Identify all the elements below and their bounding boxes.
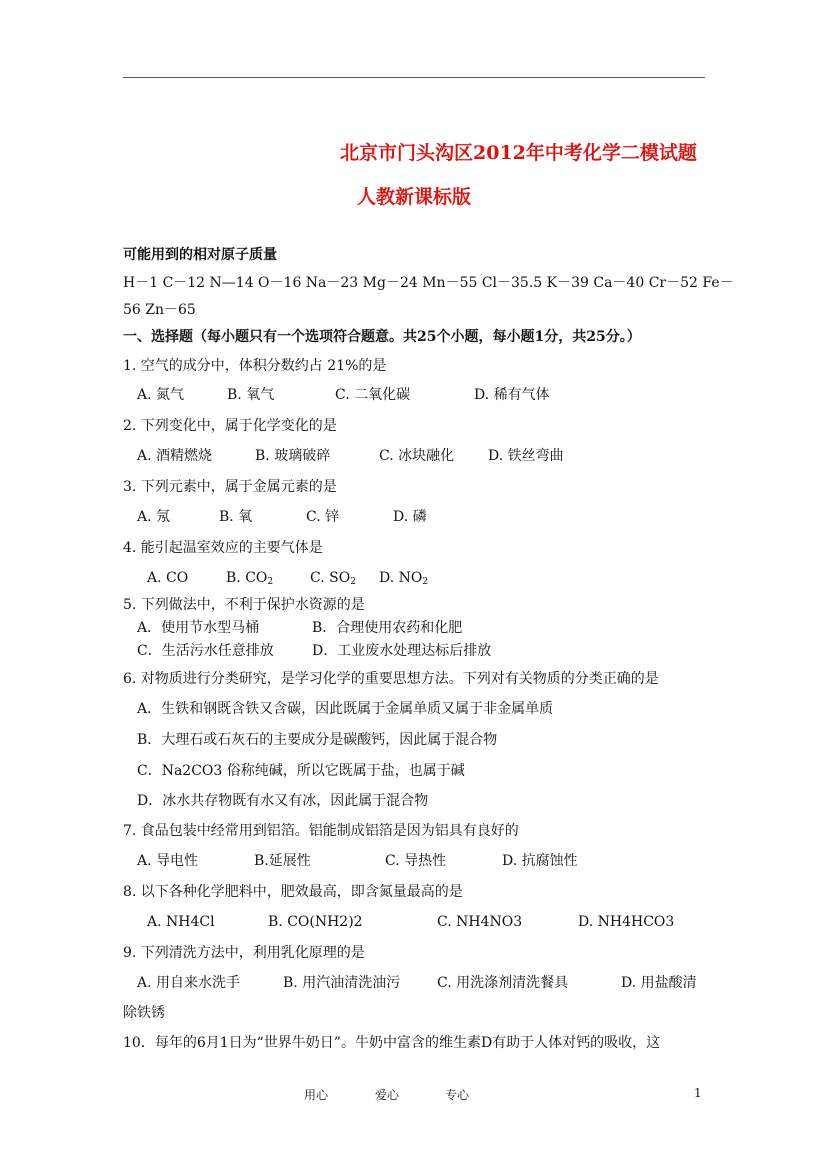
atomic-mass-heading: 可能用到的相对原子质量 [123,247,277,263]
question-stem: 7. 食品包装中经常用到铝箔。铝能制成铝箔是因为铝具有良好的 [123,823,519,839]
option-b: B．大理石或石灰石的主要成分是碳酸钙，因此属于混合物 [137,732,498,748]
option-b: B.延展性 [254,853,311,869]
option-d: D. $NO_2$ [379,570,429,587]
option-a: A. 氮气 [137,387,185,403]
atomic-mass-line-1: H－1 C－12 N—14 O－16 Na－23 Mg－24 Mn－55 Cl－35.5 K－39 Ca－40 Cr－52 Fe－ [123,275,734,291]
option-d: D. 磷 [393,509,427,525]
option-c: C. 冰块融化 [379,448,455,464]
option-d: D. 稀有气体 [474,387,550,403]
option-a: A. 酒精燃烧 [137,448,213,464]
question-stem: 8. 以下各种化学肥料中，肥效最高，即含氮量最高的是 [123,884,463,900]
option-b: B. CO(NH2)2 [268,914,363,930]
option-b: B. 玻璃破碎 [255,448,331,464]
question-stem: 1. 空气的成分中，体积分数约占 21%的是 [123,358,387,374]
option-a: A. CO [147,570,189,586]
document-title: 北京市门头沟区2012年中考化学二模试题 [340,142,697,164]
footer-motto-1: 用心 [304,1088,329,1102]
question-stem: 3. 下列元素中，属于金属元素的是 [123,479,337,495]
option-continuation: 除铁锈 [123,1005,165,1021]
option-c: C. 二氧化碳 [335,387,411,403]
footer-motto-2: 爱心 [375,1088,400,1102]
section-heading: 一、选择题（每小题只有一个选项符合题意。共25个小题，每小题1分，共25分。） [123,329,641,345]
question-stem: 5. 下列做法中，不利于保护水资源的是 [123,597,365,613]
question-stem: 6. 对物质进行分类研究，是学习化学的重要思想方法。下列对有关物质的分类正确的是 [123,671,659,687]
question-stem: 2. 下列变化中，属于化学变化的是 [123,418,337,434]
option-a: A. 用自来水洗手 [137,975,241,991]
option-d: D. 用盐酸清 [621,975,697,991]
option-b: B．合理使用农药和化肥 [312,620,463,636]
option-a: A．使用节水型马桶 [137,620,260,636]
option-c: C. $SO_2$ [310,570,356,587]
option-c: C．Na2CO3 俗称纯碱，所以它既属于盐，也属于碱 [137,763,465,779]
page-number: 1 [694,1086,702,1100]
option-c: C. 导热性 [385,853,447,869]
option-d: D. 抗腐蚀性 [502,853,578,869]
option-c: C．生活污水任意排放 [137,643,274,659]
option-d: D．工业废水处理达标后排放 [312,643,492,659]
option-a: A. 氖 [137,509,171,525]
footer-motto-3: 专心 [445,1088,470,1102]
option-a: A. NH4Cl [147,914,215,930]
option-d: D. NH4HCO3 [578,914,675,930]
atomic-mass-line-2: 56 Zn－65 [123,302,196,318]
option-d: D. 铁丝弯曲 [488,448,564,464]
option-a: A. 导电性 [137,853,199,869]
question-stem: 9. 下列清洗方法中，利用乳化原理的是 [123,945,365,961]
option-b: B. 用汽油清洗油污 [283,975,401,991]
option-d: D．冰水共存物既有水又有冰，因此属于混合物 [137,793,429,809]
question-stem: 10．每年的6月1日为“世界牛奶日”。牛奶中富含的维生素D有助于人体对钙的吸收，这 [123,1035,661,1051]
option-a: A．生铁和钢既含铁又含碳，因此既属于金属单质又属于非金属单质 [137,701,554,717]
option-c: C. NH4NO3 [437,914,523,930]
question-stem: 4. 能引起温室效应的主要气体是 [123,540,323,556]
option-c: C. 锌 [306,509,340,525]
header-rule [123,77,705,78]
option-b: B. $CO_2$ [226,570,274,587]
document-subtitle: 人教新课标版 [357,186,472,208]
option-c: C. 用洗涤剂清洗餐具 [437,975,569,991]
option-b: B. 氧气 [227,387,275,403]
option-b: B. 氧 [219,509,253,525]
